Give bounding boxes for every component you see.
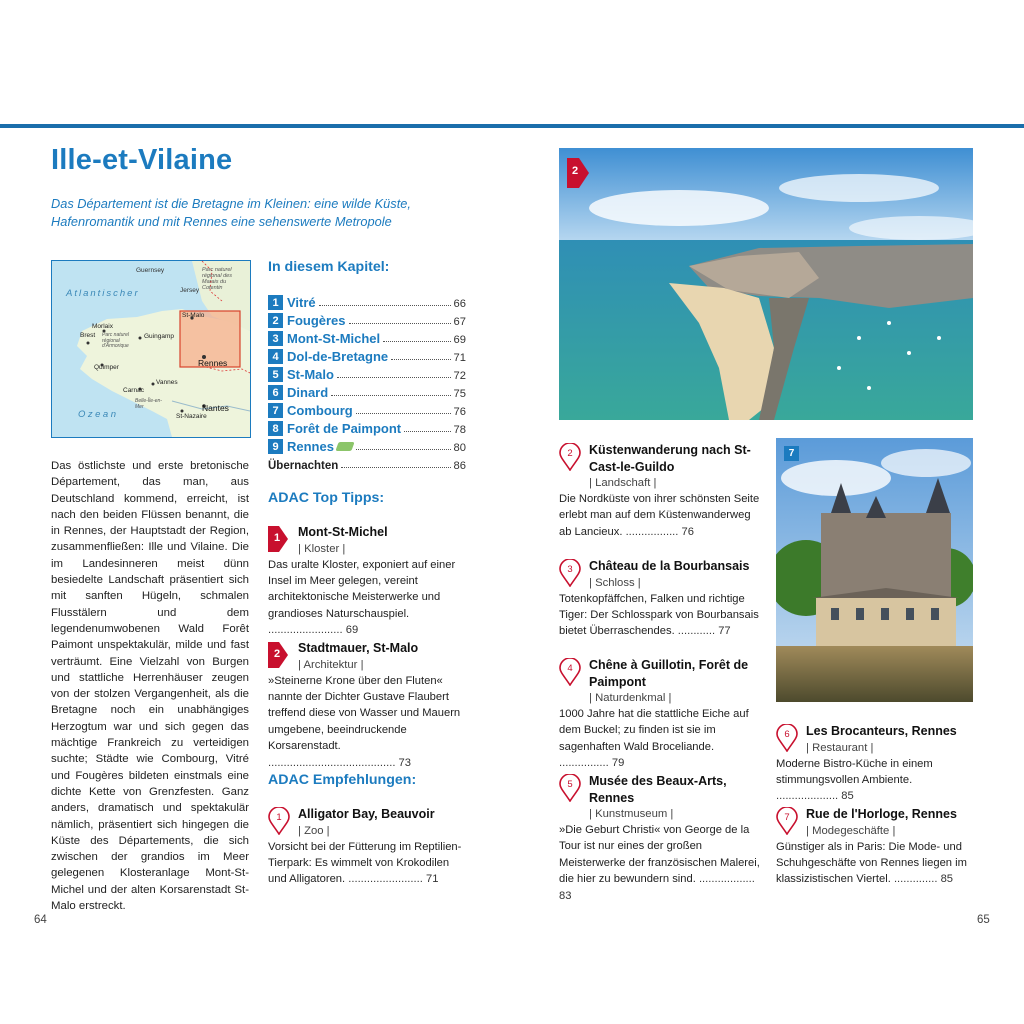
recommendation-title: Chêne à Guillotin, Forêt de Paimpont bbox=[589, 658, 749, 689]
toc-leader bbox=[341, 467, 450, 468]
map-label-belle-ile: Belle-Île-en-Mer bbox=[135, 398, 162, 410]
recommendation-item[interactable]: 3 Château de la Bourbansais | Schloss | Totenkopfäffchen, Falken und richtige Tiger: Der Schlosspark von Bourbansais bietet Überraschendes. ............ 77 bbox=[559, 558, 761, 640]
photo-badge-number: 2 bbox=[571, 165, 579, 177]
top-tip-item[interactable]: 1 Mont-St-Michel | Kloster | Das uralte Kloster, exponiert auf einer Insel im Meer gelegen, vereint architektonische Meisterwerke und grandioses Naturschauspiel. ........................ 69 bbox=[268, 524, 468, 639]
toc-number: 4 bbox=[268, 349, 283, 364]
recommendation-page: 85 bbox=[841, 790, 854, 803]
map-label-parc-cotentin: Parc naturel régional des Marais du Cotentin bbox=[202, 267, 232, 291]
recommendation-item[interactable]: 7 Rue de l'Horloge, Rennes | Modegeschäfte | Günstiger als in Paris: Die Mode- und Schuhgeschäfte von Rennes liegen im klassizistischen Viertel. .............. 85 bbox=[776, 806, 974, 888]
map-label-guingamp: Guingamp bbox=[144, 333, 174, 340]
chapter-subtitle: Das Département ist die Bretagne im Kleinen: eine wilde Küste, Hafenromantik und mit Rennes eine sehenswerte Metropole bbox=[51, 196, 411, 229]
toc-leader bbox=[319, 305, 451, 306]
recommendation-category: | Kunstmuseum | bbox=[589, 808, 674, 820]
toc-page: 71 bbox=[453, 352, 466, 364]
region-map bbox=[51, 260, 251, 438]
toc-page: 66 bbox=[453, 298, 466, 310]
toc-number: 2 bbox=[268, 313, 283, 328]
recommendation-page: 77 bbox=[718, 625, 731, 638]
map-label-st-malo: St-Malo bbox=[182, 312, 205, 319]
toc-number: 7 bbox=[268, 403, 283, 418]
recommendation-item[interactable]: 6 Les Brocanteurs, Rennes | Restaurant | Moderne Bistro-Küche in einem stimmungsvollen Ambiente. .................... 85 bbox=[776, 723, 974, 805]
recommendation-item[interactable]: 2 Küstenwanderung nach St-Cast-le-Guildo | Landschaft | Die Nordküste von ihrer schönsten Seite erlebt man auf dem Küstenwanderweg ab Lancieux. ................. 76 bbox=[559, 443, 760, 538]
top-tip-title: Stadtmauer, St-Malo bbox=[298, 641, 419, 655]
toc-list bbox=[268, 292, 466, 472]
toc-number: 1 bbox=[268, 295, 283, 310]
chapter-title: Ille-et-Vilaine bbox=[51, 144, 233, 176]
recommendation-description: 1000 Jahre hat die stattliche Eiche auf dem Buckel; zu finden ist sie im sagenhaften Wald Broceliande. bbox=[559, 708, 749, 753]
recommendation-number: 1 bbox=[276, 812, 282, 823]
top-tips-heading: ADAC Top Tipps: bbox=[268, 490, 385, 506]
recommendation-number: 4 bbox=[567, 663, 573, 674]
map-label-nantes: Nantes bbox=[202, 403, 229, 413]
toc-item[interactable] bbox=[268, 364, 466, 382]
green-leaf-icon bbox=[335, 442, 354, 451]
toc-heading: In diesem Kapitel: bbox=[268, 259, 390, 275]
toc-number: 6 bbox=[268, 385, 283, 400]
top-tip-page: 69 bbox=[345, 624, 359, 637]
toc-name: Forêt de Paimpont bbox=[287, 421, 402, 436]
recommendation-description: Die Nordküste von ihrer schönsten Seite erlebt man auf dem Küstenwanderweg ab Lancieux. bbox=[559, 493, 760, 538]
toc-item[interactable] bbox=[268, 328, 466, 346]
toc-leader bbox=[349, 323, 451, 324]
toc-item[interactable] bbox=[268, 400, 466, 418]
recommendation-item[interactable]: 1 Alligator Bay, Beauvoir | Zoo | Vorsicht bei der Fütterung im Reptilien-Tierpark: Es wimmelt von Krokodilen und Alligatoren. ........................ 71 bbox=[268, 806, 468, 888]
toc-item[interactable] bbox=[268, 418, 466, 436]
toc-name: Dinard bbox=[287, 385, 329, 400]
recommendation-title: Alligator Bay, Beauvoir bbox=[298, 807, 435, 821]
toc-page: 78 bbox=[453, 424, 466, 436]
toc-name: Übernachten bbox=[268, 460, 339, 472]
recommendation-description: Vorsicht bei der Fütterung im Reptilien-Tierpark: Es wimmelt von Krokodilen und Alligatoren. bbox=[268, 840, 462, 886]
map-label-ocean: Ozean bbox=[78, 409, 119, 420]
toc-name: Combourg bbox=[287, 403, 353, 418]
top-tip-number: 1 bbox=[273, 532, 281, 544]
toc-item[interactable] bbox=[268, 382, 466, 400]
map-label-vannes: Vannes bbox=[156, 379, 178, 386]
recommendation-number: 3 bbox=[567, 564, 573, 575]
top-tip-title: Mont-St-Michel bbox=[298, 525, 388, 539]
map-label-rennes: Rennes bbox=[198, 358, 228, 368]
map-label-jersey: Jersey bbox=[180, 287, 200, 294]
toc-page: 69 bbox=[453, 334, 466, 346]
map-label-atlantic: Atlantischer bbox=[66, 288, 140, 299]
top-rule bbox=[0, 124, 1024, 128]
recommendation-description: Totenkopfäffchen, Falken und richtige Tiger: Der Schlosspark von Bourbansais bietet Überraschendes. bbox=[559, 592, 759, 638]
top-tip-page: 73 bbox=[398, 756, 411, 769]
map-label-carnac: Carnac bbox=[123, 387, 144, 394]
toc-name: Fougères bbox=[287, 313, 346, 328]
recommendation-category: | Schloss | bbox=[589, 576, 641, 589]
toc-page: 72 bbox=[453, 370, 466, 382]
recommendation-number: 2 bbox=[567, 448, 573, 459]
recommendation-page: 79 bbox=[611, 757, 625, 770]
page-number-right: 65 bbox=[977, 914, 990, 926]
toc-leader bbox=[331, 395, 450, 396]
photo-badge-number: 7 bbox=[784, 446, 799, 461]
toc-name: Rennes bbox=[287, 439, 334, 454]
recommendation-page: 71 bbox=[425, 873, 439, 886]
top-tip-item[interactable]: 2 Stadtmauer, St-Malo | Architektur | »Steinerne Krone über den Fluten« nannte der Dichter Gustave Flaubert treffend diese von Wasser und Mauern umgebene, beeindruckende Korsarenstadt. ......................................... 73 bbox=[268, 640, 468, 771]
toc-number: 3 bbox=[268, 331, 283, 346]
toc-leader bbox=[383, 341, 450, 342]
recommendation-number: 7 bbox=[784, 812, 790, 823]
toc-leader bbox=[391, 359, 450, 360]
toc-leader bbox=[404, 431, 450, 432]
toc-number: 9 bbox=[268, 439, 283, 454]
toc-item[interactable] bbox=[268, 346, 466, 364]
toc-leader bbox=[356, 449, 451, 450]
toc-name: St-Malo bbox=[287, 367, 334, 382]
toc-item-overnight[interactable] bbox=[268, 454, 466, 472]
recommendation-description: Günstiger als in Paris: Die Mode- und Schuhgeschäfte von Rennes liegen im klassizistischen Viertel. bbox=[776, 840, 967, 886]
toc-page: 76 bbox=[453, 406, 466, 418]
recommendation-item[interactable]: 5 Musée des Beaux-Arts, Rennes | Kunstmuseum | »Die Geburt Christi« von George de la Tour ist nur eines der großen Meisterwerke der französischen Malerei, die hier zu bewundern sind. .................. 83 bbox=[559, 774, 760, 902]
top-tip-category: | Architektur | bbox=[298, 658, 364, 671]
map-label-quimper: Quimper bbox=[94, 364, 119, 371]
recommendation-number: 6 bbox=[784, 729, 790, 740]
map-label-st-nazaire: St-Nazaire bbox=[176, 413, 207, 420]
recommendation-page: 83 bbox=[559, 889, 572, 902]
recommendation-category: | Zoo | bbox=[298, 824, 330, 837]
toc-page: 75 bbox=[453, 388, 466, 400]
recommendation-page: 76 bbox=[681, 525, 694, 538]
recommendation-category: | Landschaft | bbox=[589, 477, 657, 489]
recommendation-page: 85 bbox=[940, 873, 954, 886]
map-label-parc-armorique: Parc naturel régional d'Armorique bbox=[102, 332, 129, 349]
map-label-morlaix: Morlaix bbox=[92, 323, 113, 330]
castle-photo bbox=[776, 438, 973, 702]
recommendation-description: Moderne Bistro-Küche in einem stimmungsvollen Ambiente. bbox=[776, 757, 933, 786]
map-label-brest: Brest bbox=[80, 332, 96, 339]
toc-number: 8 bbox=[268, 421, 283, 436]
recommendation-category: | Modegeschäfte | bbox=[806, 824, 896, 837]
toc-name: Dol-de-Bretagne bbox=[287, 349, 389, 364]
recommendations-heading: ADAC Empfehlungen: bbox=[268, 772, 417, 788]
page-number-left: 64 bbox=[34, 914, 47, 926]
recommendation-title: Musée des Beaux-Arts, Rennes bbox=[589, 774, 727, 805]
top-tip-description: »Steinerne Krone über den Fluten« nannte der Dichter Gustave Flaubert treffend diese von Wasser und Mauern umgebene, beeindruckende Korsarenstadt. bbox=[268, 674, 461, 753]
st-malo-photo bbox=[559, 148, 973, 420]
toc-leader bbox=[337, 377, 451, 378]
toc-leader bbox=[356, 413, 451, 414]
recommendation-title: Rue de l'Horloge, Rennes bbox=[806, 807, 957, 821]
toc-name: Vitré bbox=[287, 295, 316, 310]
top-tip-description: Das uralte Kloster, exponiert auf einer Insel im Meer gelegen, vereint architektonische Meisterwerke und grandioses Naturschauspiel. bbox=[268, 558, 456, 620]
toc-page: 80 bbox=[453, 442, 466, 454]
recommendation-title: Les Brocanteurs, Rennes bbox=[806, 724, 957, 738]
toc-page: 86 bbox=[453, 460, 466, 472]
recommendation-item[interactable]: 4 Chêne à Guillotin, Forêt de Paimpont | Naturdenkmal | 1000 Jahre hat die stattliche Eiche auf dem Buckel; zu finden ist sie im sagenhaften Wald Broceliande. ................ 79 bbox=[559, 657, 761, 772]
intro-text: Das östlichste und erste bretonische Département, das man, aus Deutschland kommend, erreicht, ist nach den beiden Flüssen benannt, die in Rennes, der Hauptstadt der Region, zusammenfließen: Ille und Vilaine. Die im Landesinneren meist dünn besiedelte Landschaft präsentiert sich mit sanften Hügeln, schmalen Flusstälern und dem legendenumwobenen Wald Forêt Paimont unspektakulär, milde und fast verträumt. Eine Vielzahl von Burgen und stattliche Herrenhäuser zeugen von der stolzen Vergangenheit, als die Bretagne noch ein unabhängiges Herzogtum war und sich gegen das mächtige Frankreich zu verteidigen suchte; Städte wie Combourg, Vitré und Fougères bildeten einstmals eine dichte Kette von Grenzfesten. Ganz anders, dramatisch und spektakulär nämlich, präsentiert sich hingegen die Küste des Départements, die sich zwischen der grandios im Meer gelegenen Klosteranlage Mont-St-Michel und der alten Korsarenstadt St-Malo erstreckt. bbox=[51, 460, 249, 913]
recommendation-number: 5 bbox=[567, 779, 573, 790]
toc-item[interactable] bbox=[268, 310, 466, 328]
top-tip-category: | Kloster | bbox=[298, 542, 346, 555]
toc-page: 67 bbox=[453, 316, 466, 328]
top-tip-number: 2 bbox=[273, 648, 281, 660]
map-label-guernsey: Guernsey bbox=[136, 267, 165, 274]
recommendation-title: Küstenwanderung nach St-Cast-le-Guildo bbox=[589, 443, 751, 474]
recommendation-category: | Restaurant | bbox=[806, 741, 874, 754]
toc-number: 5 bbox=[268, 367, 283, 382]
recommendation-title: Château de la Bourbansais bbox=[589, 559, 750, 573]
toc-item[interactable] bbox=[268, 436, 466, 454]
toc-item[interactable] bbox=[268, 292, 466, 310]
recommendation-description: »Die Geburt Christi« von George de la Tour ist nur eines der großen Meisterwerke der französischen Malerei, die hier zu bewundern sind. bbox=[559, 824, 760, 886]
toc-name: Mont-St-Michel bbox=[287, 331, 381, 346]
recommendation-category: | Naturdenkmal | bbox=[589, 692, 672, 704]
